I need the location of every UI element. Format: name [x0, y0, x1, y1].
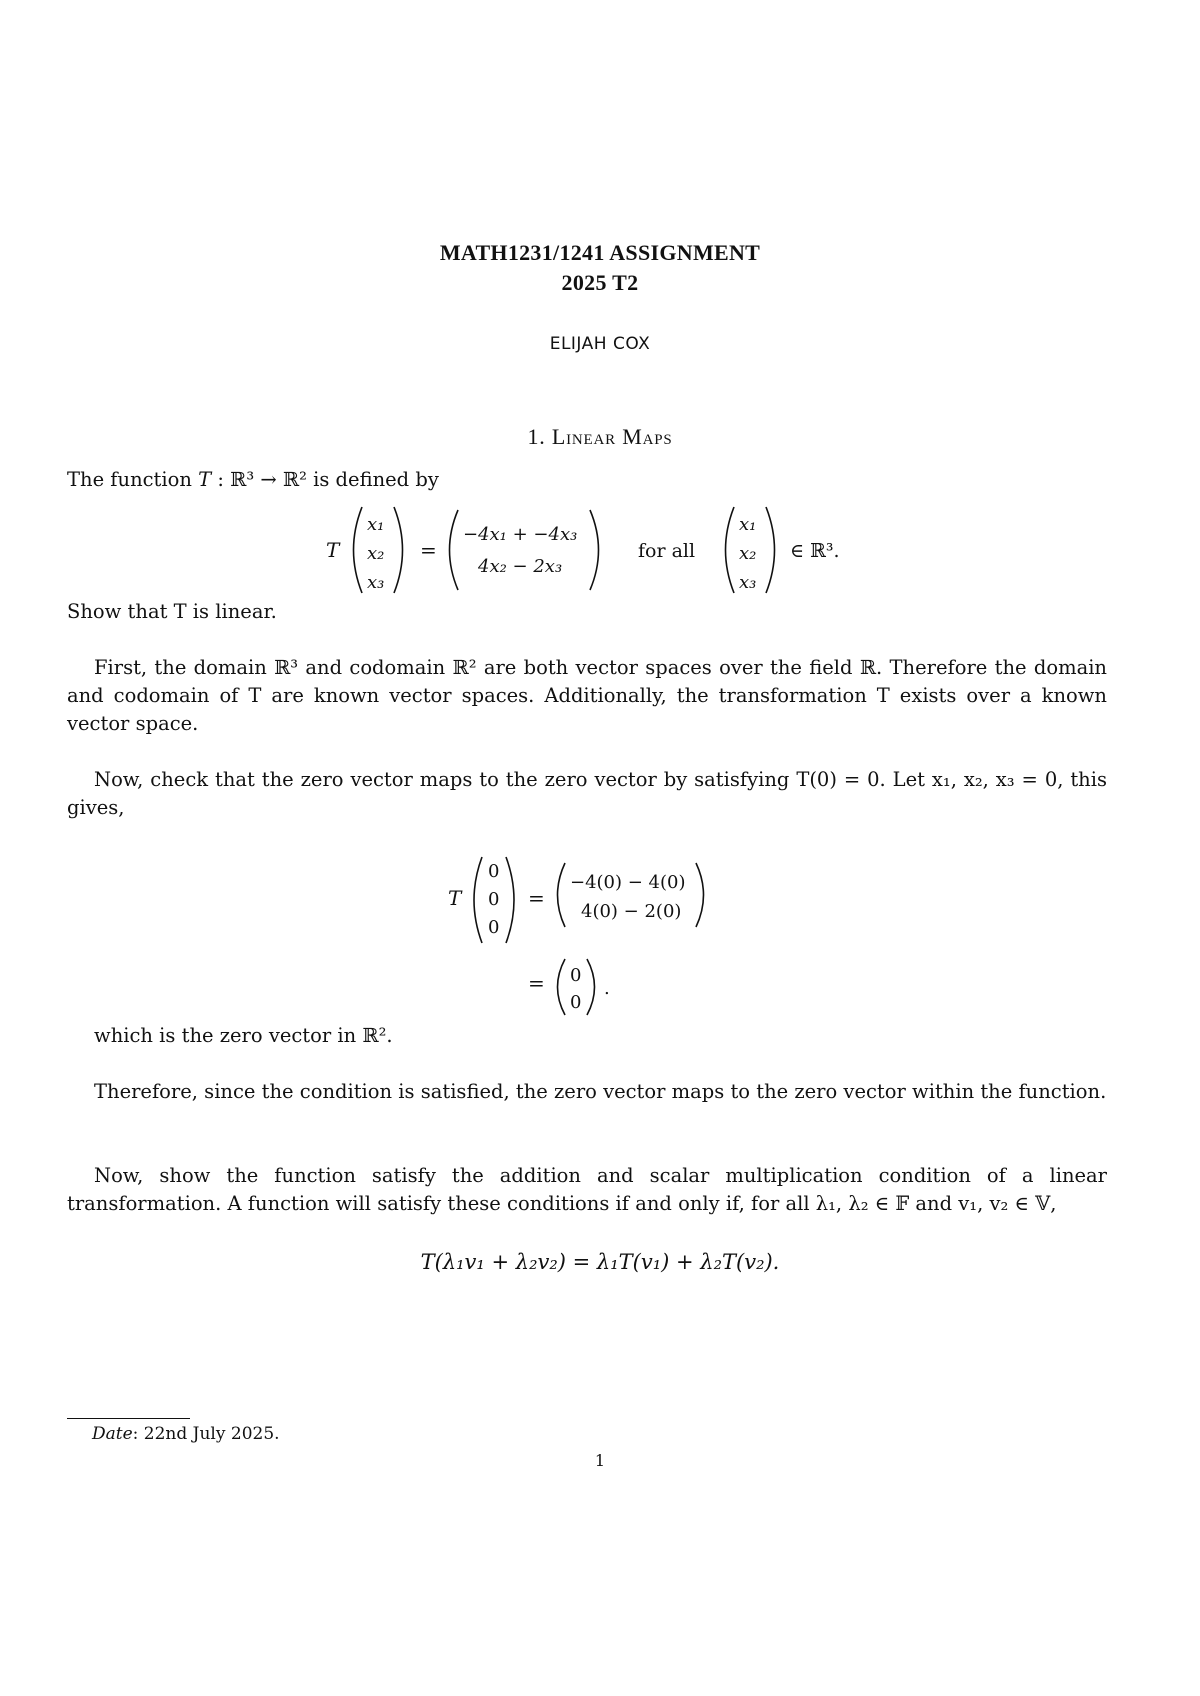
right-paren [696, 863, 704, 927]
page-number: 1 [594, 1451, 606, 1470]
left-paren [558, 959, 566, 1015]
section-number: 1. [527, 424, 546, 449]
map-signature-rest: : ℝ³ → ℝ² [211, 468, 307, 491]
left-paren [450, 510, 459, 590]
equals-sign: = [420, 538, 437, 562]
footnote-rule [67, 1418, 190, 1419]
left-paren [354, 507, 363, 593]
map-signature: T [198, 468, 212, 491]
section-title: Linear Maps [551, 424, 673, 449]
equals-sign: = [528, 886, 545, 910]
paragraph-linearity-condition: Now, show the function satisfy the addition and scalar multiplication condition of a linear transformation. A function will satisfy these conditions if and only if, for all λ₁, λ₂ ∈ 𝔽 and v₁, v₂ ∈ 𝕍, [67, 1164, 1107, 1215]
eq-T-symbol: T [448, 886, 462, 910]
right-paren [394, 507, 403, 593]
section-heading [0, 424, 1200, 450]
paragraph-zero-vector: Now, check that the zero vector maps to the zero vector by satisfying T(0) = 0. Let x₁, x₂, x₃ = 0, this gives, [67, 768, 1107, 819]
paper-title-line1: MATH1231/1241 ASSIGNMENT [439, 240, 761, 265]
period-mark: . [604, 978, 610, 999]
paper-title-line2: 2025 T2 [561, 270, 639, 295]
right-paren [587, 959, 595, 1015]
left-paren [558, 863, 566, 927]
right-paren [506, 857, 514, 943]
left-paren [474, 857, 482, 943]
definition-equation [300, 500, 900, 600]
def-rhs2-entry: x₂ [739, 543, 757, 564]
zero-vector-equation [440, 855, 760, 1025]
def-lhs-entry: x₂ [367, 543, 385, 564]
def-rhs2-entry: x₃ [739, 572, 757, 593]
for-all-text: for all [638, 540, 696, 562]
def-lhs-entry: x₃ [367, 572, 385, 593]
equals-sign: = [528, 971, 545, 995]
zero-lhs-entry: 0 [488, 889, 500, 910]
show-linear-line: Show that T is linear. [67, 600, 277, 623]
zero-result-entry: 0 [570, 965, 582, 986]
right-paren [766, 507, 775, 593]
author-name: ELIJAH COX [549, 334, 651, 354]
def-lhs-entry: x₁ [367, 514, 385, 535]
def-rhs-entry: 4x₂ − 2x₃ [478, 556, 563, 577]
paragraph-zero-in-r2: which is the zero vector in ℝ². [94, 1024, 393, 1047]
intro-line [67, 466, 1107, 494]
zero-result-entry: 0 [570, 992, 582, 1013]
zero-rhs-entry: 4(0) − 2(0) [581, 901, 682, 922]
date-label: Date [92, 1424, 133, 1444]
paragraph-condition-satisfied: Therefore, since the condition is satisfied, the zero vector maps to the zero vector within the function. [94, 1080, 1107, 1103]
membership-tail: ∈ ℝ³. [790, 540, 840, 562]
date-value: : 22nd July 2025. [132, 1424, 280, 1444]
footnote-date [92, 1424, 280, 1444]
intro-text-a: The function [67, 468, 199, 491]
intro-text-b: is defined by [306, 468, 439, 491]
zero-lhs-entry: 0 [488, 861, 500, 882]
def-rhs2-entry: x₁ [739, 514, 757, 535]
paragraph-vector-spaces: First, the domain ℝ³ and codomain ℝ² are both vector spaces over the field ℝ. Therefore the domain and codomain of T are known vector spaces. Additionally, the transformation T exists over a known vector space. [67, 656, 1107, 735]
left-paren [726, 507, 735, 593]
zero-rhs-entry: −4(0) − 4(0) [570, 872, 686, 893]
linearity-equation: T(λ₁v₁ + λ₂v₂) = λ₁T(v₁) + λ₂T(v₂). [420, 1250, 780, 1274]
eq-T-symbol: T [326, 538, 340, 562]
zero-lhs-entry: 0 [488, 917, 500, 938]
def-rhs-entry: −4x₁ + −4x₃ [463, 524, 578, 545]
right-paren [590, 510, 599, 590]
